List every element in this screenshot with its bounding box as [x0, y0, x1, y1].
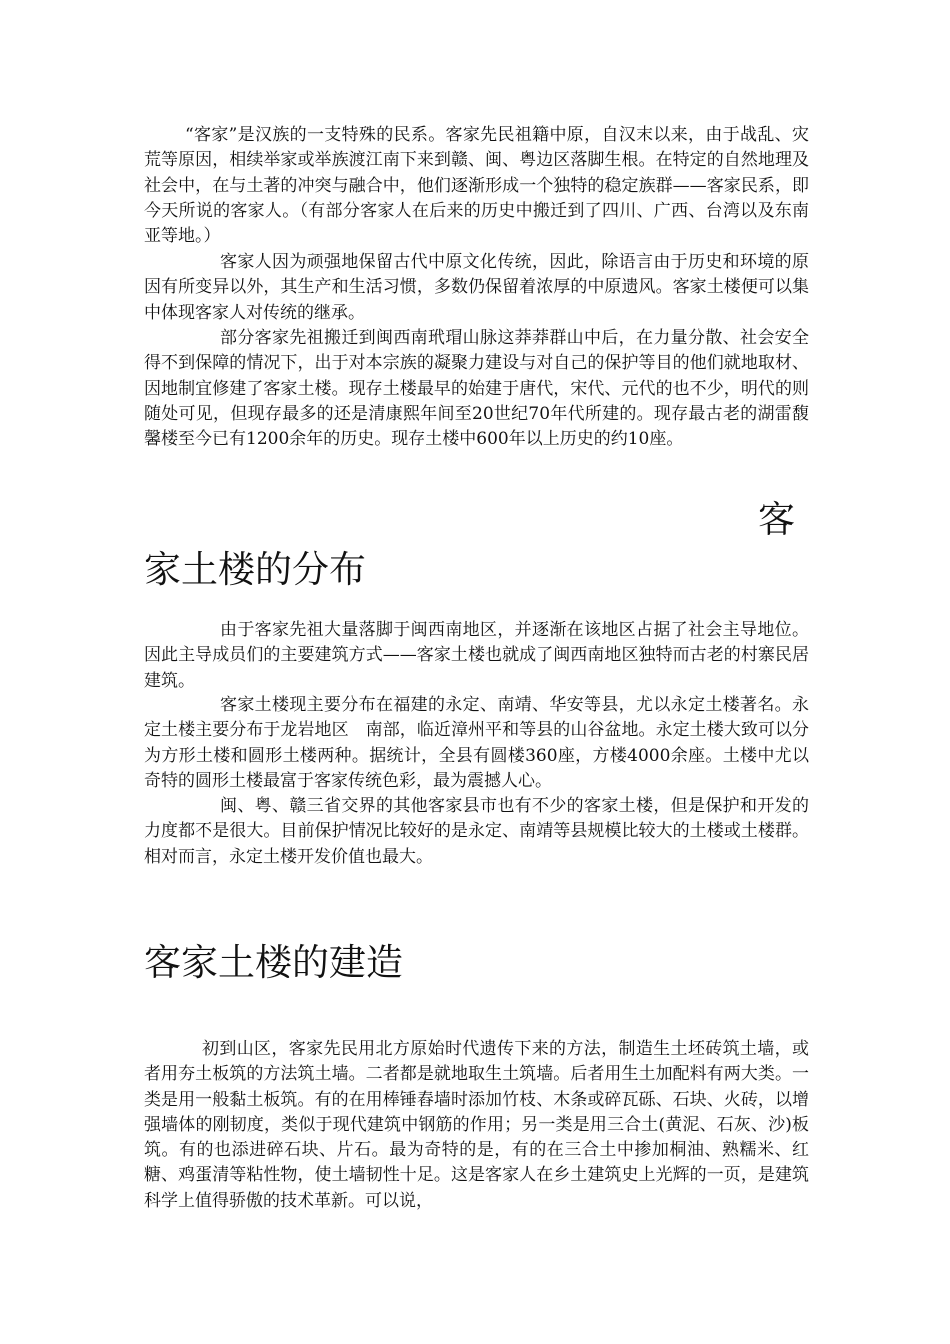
construction-heading: 客家土楼的建造 — [144, 941, 403, 984]
distribution-paragraph-1: 由于客家先祖大量落脚于闽西南地区，并逐渐在该地区占据了社会主导地位。因此主导成员们的主要建筑方式——客家土楼也就成了闽西南地区独特而古老的村寨民居建筑。 — [144, 620, 809, 691]
intro-paragraph-3: 部分客家先祖搬迁到闽西南玳瑁山脉这莽莽群山中后，在力量分散、社会安全得不到保障的情况下，出于对本宗族的凝聚力建设与对自己的保护等目的他们就地取材、因地制宜修建了客家土楼。现存土楼最早的始建于唐代，宋代、元代的也不少，明代的则随处可见，但现存最多的还是清康熙年间至20世纪70年代所建的。现存最古老的湖雷馥馨楼至今已有1200余年的历史。现存土楼中600年以上历史的约10座。 — [144, 328, 809, 450]
distribution-heading-start: 客 — [758, 498, 795, 541]
distribution-paragraph-3: 闽、粤、赣三省交界的其他客家县市也有不少的客家土楼，但是保护和开发的力度都不是很大。目前保护情况比较好的是永定、南靖等县规模比较大的土楼或土楼群。相对而言，永定土楼开发价值也最大。 — [144, 796, 809, 867]
distribution-paragraph-2: 客家土楼现主要分布在福建的永定、南靖、华安等县，尤以永定土楼著名。永定土楼主要分布于龙岩地区 南部，临近漳州平和等县的山谷盆地。永定土楼大致可以分为方形土楼和圆形土楼两种。据统计，全县有圆楼360座，方楼4000余座。土楼中尤以奇特的圆形土楼最富于客家传统色彩，最为震撼人心。 — [144, 695, 809, 791]
intro-paragraph-2: 客家人因为顽强地保留古代中原文化传统，因此，除语言由于历史和环境的原因有所变异以外，其生产和生活习惯，多数仍保留着浓厚的中原遗风。客家土楼便可以集中体现客家人对传统的继承。 — [144, 252, 809, 323]
construction-paragraph-1: 初到山区，客家先民用北方原始时代遗传下来的方法，制造生土坯砖筑土墙，或者用夯土板筑的方法筑土墙。二者都是就地取生土筑墙。后者用生土加配料有两大类。一类是用一般黏土板筑。有的在用棒锤舂墙时添加竹枝、木条或碎瓦砾、石块、火砖，以增强墙体的刚韧度，类似于现代建筑中钢筋的作用；另一类是用三合土(黄泥、石灰、沙)板筑。有的也添进碎石块、片石。最为奇特的是，有的在三合土中掺加桐油、熟糯米、红糖、鸡蛋清等粘性物，使土墙韧性十足。这是客家人在乡土建筑史上光辉的一页，是建筑科学上值得骄傲的技术革新。可以说， — [144, 1039, 809, 1211]
distribution-heading-rest: 家土楼的分布 — [144, 548, 366, 591]
intro-paragraph-1: “客家”是汉族的一支特殊的民系。客家先民祖籍中原，自汉末以来，由于战乱、灾荒等原因，相续举家或举族渡江南下来到赣、闽、粤边区落脚生根。在特定的自然地理及社会中，在与土著的冲突与融合中，他们逐渐形成一个独特的稳定族群——客家民系，即今天所说的客家人。（有部分客家人在后来的历史中搬迁到了四川、广西、台湾以及东南亚等地。） — [144, 125, 809, 247]
